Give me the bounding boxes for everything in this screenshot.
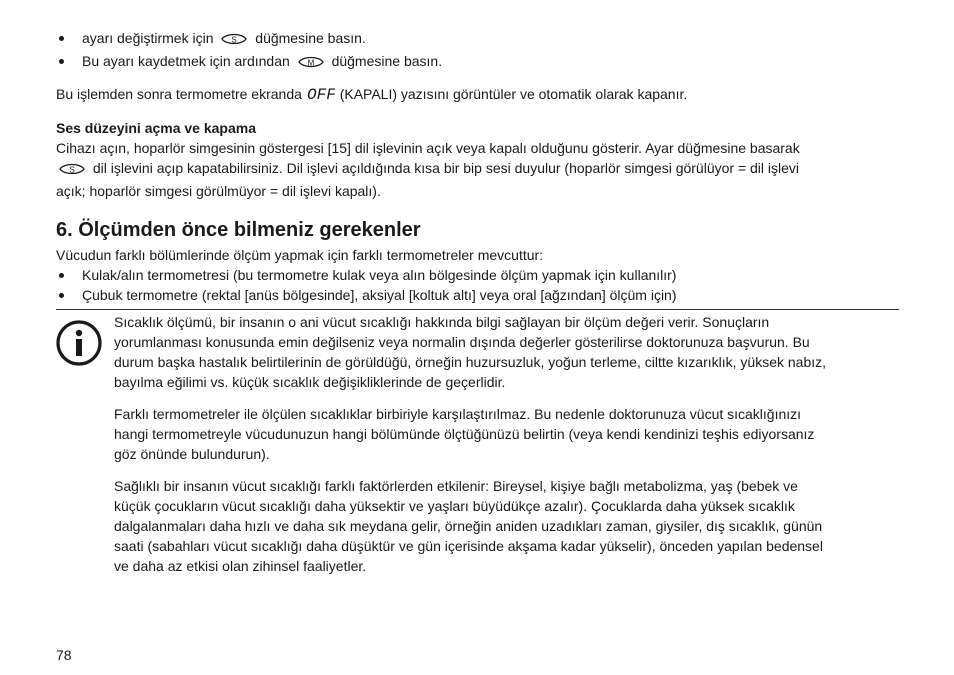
off-text-after: (KAPALI) yazısını görüntüler ve otomatik olarak kapanır. (339, 86, 688, 102)
s-button-icon (220, 31, 248, 51)
info-line: Sıcaklık ölçümü, bir insanın o ani vücut sıcaklığı hakkında bilgi sağlayan bir ölçüm değeri verir. Sonuçların (114, 314, 770, 330)
bullet-text: Bu ayarı kaydetmek için ardından (82, 53, 290, 69)
bullet-text: düğmesine basın. (331, 53, 443, 69)
info-icon (56, 320, 102, 371)
info-paragraph (114, 476, 899, 576)
svg-text:S: S (69, 165, 75, 175)
info-line: saati (sabahları vücut sıcaklığı daha düşüktür ve gün içerisinde akşama kadar yükselir), önceden yapılan bedensel (114, 538, 823, 554)
list-item (56, 51, 901, 74)
info-line: Farklı termometreler ile ölçülen sıcaklıklar birbiriyle karşılaştırılmaz. Bu nedenle doktorunuza vücut sıcaklığınızı (114, 406, 802, 422)
m-button-icon (297, 54, 325, 74)
sound-paragraph (56, 138, 901, 201)
info-line: yorumlanması konusunda emin değilseniz veya normalin dışında değerler gösterilirse doktorunuza başvurun. Bu (114, 334, 810, 350)
info-line: küçük çocukların vücut sıcaklığı daha yüksektir ve yaşları büyüdükçe azalır). Çocuklarda daha yüksek sıcaklık (114, 498, 795, 514)
info-line: göz önünde bulundurun). (114, 446, 270, 462)
info-paragraph (114, 312, 899, 392)
list-item: Kulak/alın termometresi (bu termometre kulak veya alın bölgesinde ölçüm yapmak için kullanılır) (56, 265, 901, 285)
manual-page (56, 28, 901, 588)
svg-text:OFF: OFF (306, 86, 335, 101)
bullet-text: ayarı değiştirmek için (82, 30, 214, 46)
s-button-icon (58, 161, 86, 181)
info-line: ve daha az etkisi olan zihinsel faaliyetler. (114, 558, 367, 574)
sound-line: açık; hoparlör simgesi görülmüyor = dil işlevi kapalı). (56, 183, 381, 199)
section-heading: 6. Ölçümden önce bilmeniz gerekenler (56, 219, 421, 241)
off-text-before: Bu işlemden sonra termometre ekranda (56, 86, 302, 102)
svg-text:M: M (307, 58, 315, 68)
info-line: hangi termometreyle vücudunuzun hangi bölümünde ölçtüğünüzü belirtin (veya kendi kendinizi teşhis ediyorsanız (114, 426, 815, 442)
info-line: durum başka hastalık belirtilerinin de görüldüğü, örneğin huzursuzluk, yoğun terleme, ciltte kızarıklık, yüksek nabız, (114, 354, 827, 370)
section-intro: Vücudun farklı bölümlerinde ölçüm yapmak için farklı termometreler mevcuttur: (56, 247, 544, 263)
list-item: Çubuk termometre (rektal [anüs bölgesinde], aksiyal [koltuk altı] veya oral [ağzından] ölçüm için) (56, 285, 901, 305)
bullet-text: düğmesine basın. (255, 30, 366, 46)
list-item (56, 28, 901, 51)
off-display-glyph (307, 85, 335, 106)
info-body (114, 312, 899, 576)
info-paragraph (114, 404, 899, 464)
page-number: 78 (56, 647, 72, 663)
sound-line: Cihazı açın, hoparlör simgesinin göstergesi [15] dil işlevinin açık veya kapalı olduğunu gösterir. Ayar düğmesine basarak (56, 140, 800, 156)
info-box (56, 309, 899, 576)
info-line: Sağlıklı bir insanın vücut sıcaklığı farklı faktörlerden etkilenir: Bireysel, kişiye bağlı metabolizma, yaş (bebek ve (114, 478, 798, 494)
sound-heading: Ses düzeyini açma ve kapama (56, 120, 256, 136)
sound-line-text: dil işlevini açıp kapatabilirsiniz. Dil işlevi açıldığında kısa bir bip sesi duyulur (hoparlör simgesi görülüyor = dil işlevi (92, 160, 800, 176)
sound-line (56, 158, 901, 181)
svg-text:S: S (231, 35, 238, 45)
off-paragraph (56, 84, 901, 106)
info-line: bayılma eğilimi vs. küçük sıcaklık değişikliklerinde de geçerlidir. (114, 374, 506, 390)
info-line: dalgalanmaları daha hızlı ve daha sık meydana gelir, örneğin aniden uzadıkları zaman, giysiler, dış sıcaklık, günün (114, 518, 823, 534)
